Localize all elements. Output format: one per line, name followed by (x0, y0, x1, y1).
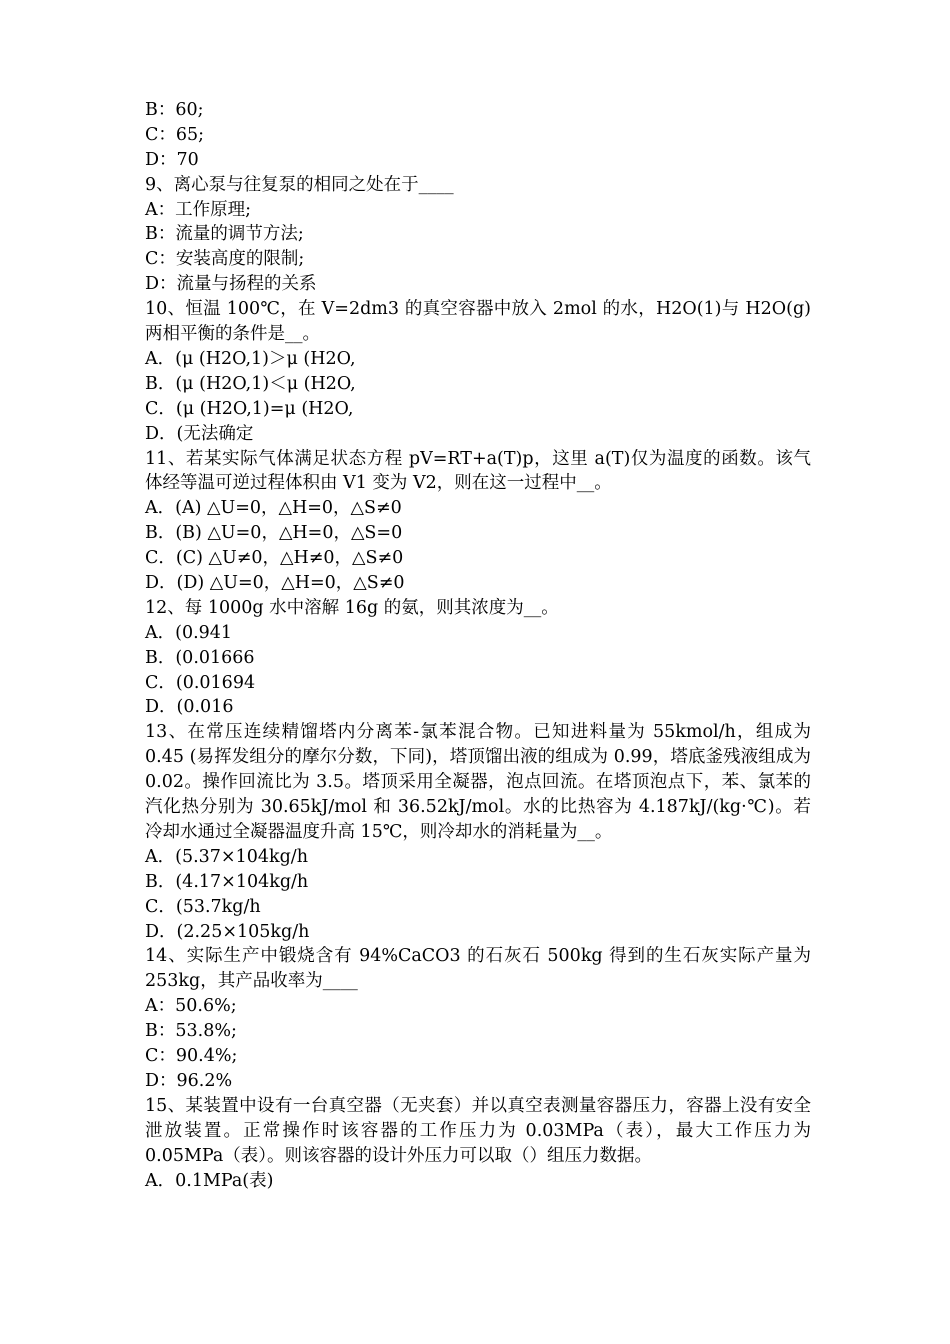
answer-option: B．(μ (H2O,1)＜μ (H2O, (145, 373, 356, 394)
answer-option: C：安装高度的限制; (145, 249, 305, 270)
answer-option: D．(D) △U=0，△H=0，△S≠0 (145, 573, 405, 593)
answer-option: D：70 (145, 149, 199, 170)
answer-option: B．(B) △U=0，△H=0，△S=0 (145, 523, 403, 544)
answer-option: A．0.1MPa(表) (145, 1170, 274, 1191)
answer-option: B：53.8%; (145, 1021, 237, 1042)
answer-option: A．(μ (H2O,1)＞μ (H2O, (145, 348, 356, 369)
document-page (145, 98, 811, 1193)
question-text: 12、每 1000g 水中溶解 16g 的氨，则其浓度为__。 (145, 597, 559, 618)
question-text: 11、若某实际气体满足状态方程 pV=RT+a(T)p，这里 a(T)仅为温度的函数。该气体经等温可逆过程体积由 V1 变为 V2，则在这一过程中__。 (145, 448, 811, 494)
question-text: 10、恒温 100℃，在 V=2dm3 的真空容器中放入 2mol 的水，H2O(1)与 H2O(g)两相平衡的条件是__。 (145, 299, 811, 345)
answer-option: C：65; (145, 124, 205, 145)
answer-option: C．(C) △U≠0，△H≠0，△S≠0 (145, 548, 404, 569)
answer-option: C．(0.01694 (145, 672, 256, 693)
answer-option: A：50.6%; (145, 996, 237, 1017)
question-text: 14、实际生产中锻烧含有 94%CaCO3 的石灰石 500kg 得到的生石灰实际产量为 253kg，其产品收率为____ (145, 946, 811, 992)
answer-option: A．(A) △U=0，△H=0，△S≠0 (145, 498, 402, 519)
answer-option: C．(53.7kg/h (145, 896, 261, 917)
answer-option: B．(0.01666 (145, 647, 255, 668)
question-text: 15、某装置中设有一台真空器（无夹套）并以真空表测量容器压力，容器上没有安全泄放装置。正常操作时该容器的工作压力为 0.03MPa（表），最大工作压力为 0.05MPa（表）。则该容器的设计外压力可以取（）组压力数据。 (145, 1095, 811, 1166)
answer-option: D：96.2% (145, 1070, 233, 1091)
question-text: 9、离心泵与往复泵的相同之处在于____ (145, 174, 454, 195)
answer-option: B：流量的调节方法; (145, 224, 304, 245)
answer-option: D．(无法确定 (145, 423, 254, 444)
answer-option: D：流量与扬程的关系 (145, 274, 317, 295)
answer-option: A：工作原理; (145, 199, 252, 220)
answer-option: A．(0.941 (145, 622, 233, 643)
question-text: 13、在常压连续精馏塔内分离苯-氯苯混合物。已知进料量为 55kmol/h，组成为 0.45 (易挥发组分的摩尔分数，下同)，塔顶馏出液的组成为 0.99，塔底釜残液组成为 0.02。操作回流比为 3.5。塔顶采用全凝器，泡点回流。在塔顶泡点下，苯、氯苯的汽化热分别为 30.65kJ/mol 和 36.52kJ/mol。水的比热容为 4.187kJ/(kg·℃)。若冷却水通过全凝器温度升高 15℃，则冷却水的消耗量为__。 (145, 722, 811, 842)
answer-option: A．(5.37×104kg/h (145, 846, 308, 867)
answer-option: D．(2.25×105kg/h (145, 921, 310, 942)
answer-option: B．(4.17×104kg/h (145, 871, 309, 892)
answer-option: B：60; (145, 100, 204, 120)
answer-option: D．(0.016 (145, 697, 234, 718)
answer-option: C．(μ (H2O,1)=μ (H2O, (145, 398, 354, 419)
answer-option: C：90.4%; (145, 1046, 238, 1067)
